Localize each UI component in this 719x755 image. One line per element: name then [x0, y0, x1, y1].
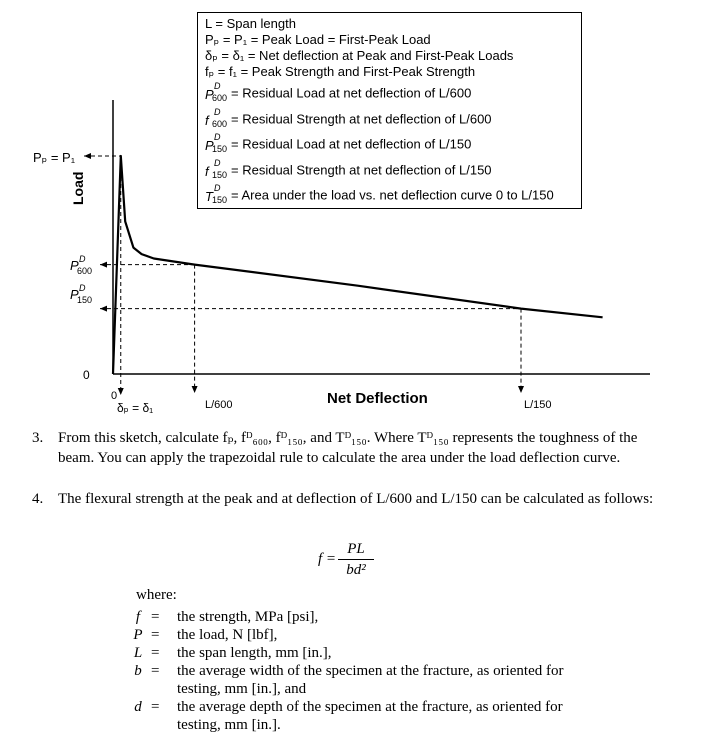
formula-numerator: PL — [347, 541, 365, 557]
p600-arrow — [100, 262, 107, 268]
legend-item-p150: P D 150 = Residual Load at net deflection of L/150 — [205, 132, 472, 154]
item-number: 4. — [32, 491, 44, 507]
legend-box — [197, 12, 582, 209]
legend-item-text: = Residual Strength at net deflection of L/150 — [231, 162, 492, 178]
y-tick-label-zero: 0 — [83, 368, 90, 382]
legend-item-f150: f D 150 = Residual Strength at net deflection of L/150 — [205, 158, 492, 180]
legend-line-peak-strength: fₚ = f₁ = Peak Strength and First-Peak Strength — [205, 64, 476, 79]
y-axis-label: Load — [70, 171, 86, 205]
item-3 — [32, 428, 672, 468]
peak-deflection-arrow — [118, 388, 124, 395]
legend-item-text: = Area under the load vs. net deflection curve 0 to L/150 — [231, 187, 554, 203]
y-tick-label-p150: P D 150 — [70, 283, 93, 305]
formula-denominator: bd² — [346, 562, 366, 578]
x-tick-label-l150: L/150 — [524, 399, 552, 411]
x-tick-label-peak: δₚ = δ₁ — [117, 401, 154, 415]
legend-item-text: = Residual Load at net deflection of L/150 — [231, 136, 472, 152]
legend-item-t150: T D 150 = Area under the load vs. net deflection curve 0 to L/150 — [205, 183, 554, 205]
item-text: The flexural strength at the peak and at deflection of L/600 and L/150 can be calculated as follows: — [58, 491, 654, 507]
y-tick-label-p600: P D 600 — [70, 254, 93, 276]
peak-load-arrow — [84, 153, 91, 159]
l150-arrow — [518, 386, 524, 393]
y-tick-label-peak: Pₚ = P₁ — [33, 150, 76, 165]
item-4 — [32, 489, 672, 509]
legend-item-p600: P D 600 = Residual Load at net deflection of L/600 — [205, 81, 472, 103]
item-number: 3. — [32, 430, 44, 446]
x-tick-label-origin: 0 — [111, 390, 118, 402]
where-label: where: — [136, 587, 177, 603]
legend-line-peak-deflection: δₚ = δ₁ = Net deflection at Peak and First-Peak Loads — [205, 48, 514, 63]
formula-fraction — [338, 541, 374, 579]
formula-lhs: f = — [318, 551, 337, 567]
legend-item-text: = Residual Load at net deflection of L/600 — [231, 85, 472, 101]
x-tick-label-l600: L/600 — [205, 399, 233, 411]
legend-item-f600: f D 600 = Residual Strength at net deflection of L/600 — [205, 107, 492, 129]
x-axis-label: Net Deflection — [327, 390, 428, 407]
l600-arrow — [192, 386, 198, 393]
legend-line-peak-load: Pₚ = P₁ = Peak Load = First-Peak Load — [205, 32, 431, 47]
legend-line-span: L = Span length — [205, 16, 296, 31]
item-text: From this sketch, calculate fₚ, fᴰ₆₀₀, fᴰ₁₅₀, and Tᴰ₁₅₀. Where Tᴰ₁₅₀ represents the toughness of the beam. You can apply the trapezoidal rule to calculate the area under the load deflection curve. — [58, 430, 638, 466]
p150-arrow — [100, 306, 107, 312]
legend-item-text: = Residual Strength at net deflection of L/600 — [231, 111, 492, 127]
